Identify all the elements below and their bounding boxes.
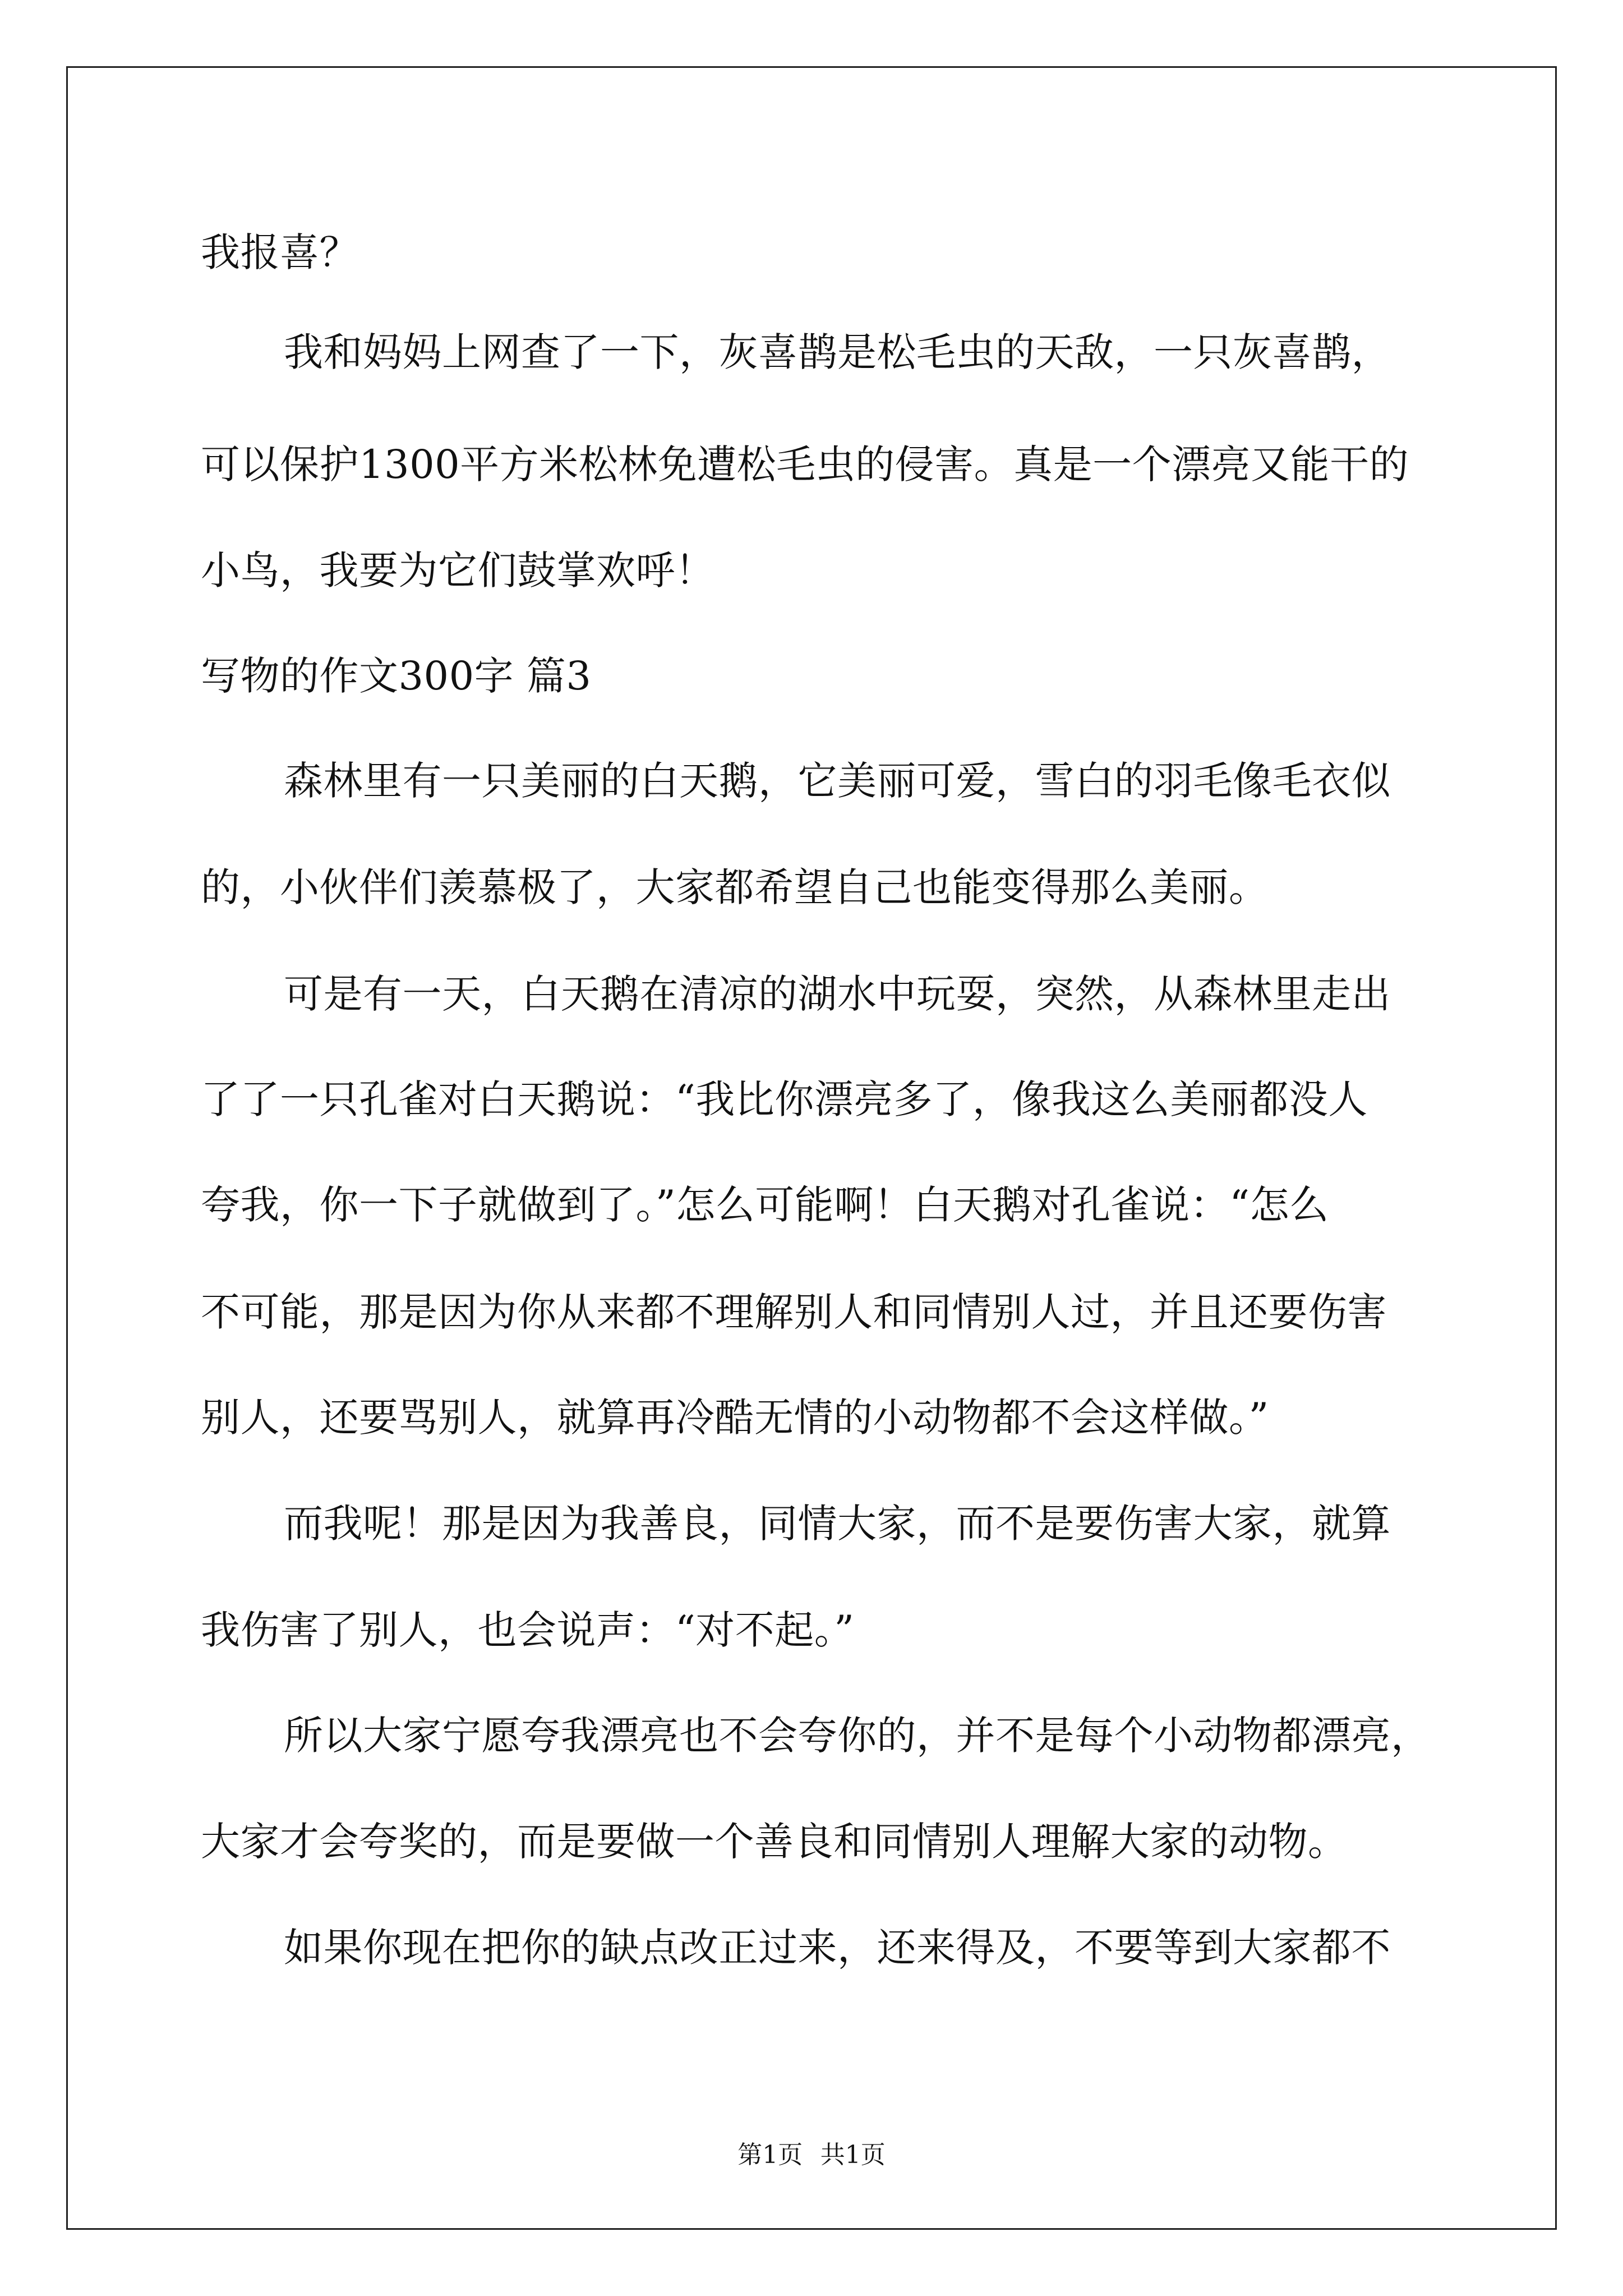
text-line: 可是有一天，白天鹅在清凉的湖水中玩耍，突然，从森林里走出: [284, 971, 1391, 1017]
text-line: 森林里有一只美丽的白天鹅，它美丽可爱，雪白的羽毛像毛衣似: [284, 758, 1391, 804]
page-footer: [0, 2141, 1623, 2170]
page-number: 第1页: [737, 2141, 803, 2169]
text-line: 我伤害了别人，也会说声：“对不起。”: [201, 1607, 855, 1653]
text-line: 可以保护1300平方米松林免遭松毛虫的侵害。真是一个漂亮又能干的: [201, 441, 1409, 487]
page-total: 共1页: [820, 2141, 886, 2169]
text-line: 我和妈妈上网查了一下，灰喜鹊是松毛虫的天敌，一只灰喜鹊，: [284, 329, 1391, 375]
section-heading: 写物的作文300字 篇3: [201, 653, 592, 699]
text-line: 的，小伙伴们羡慕极了，大家都希望自己也能变得那么美丽。: [201, 864, 1269, 910]
text-line: 不可能，那是因为你从来都不理解别人和同情别人过，并且还要伤害: [201, 1289, 1387, 1335]
text-line: 而我呢！那是因为我善良，同情大家，而不是要伤害大家，就算: [284, 1501, 1391, 1547]
text-line: 所以大家宁愿夸我漂亮也不会夸你的，并不是每个小动物都漂亮，: [284, 1713, 1431, 1759]
text-line: 小鸟，我要为它们鼓掌欢呼！: [201, 547, 715, 593]
text-line: 了了一只孔雀对白天鹅说：“我比你漂亮多了，像我这么美丽都没人: [201, 1076, 1368, 1122]
page-border: [66, 66, 1557, 2230]
text-line: 大家才会夸奖的，而是要做一个善良和同情别人理解大家的动物。: [201, 1819, 1348, 1865]
text-line: 我报喜？: [201, 229, 359, 275]
text-line: 别人，还要骂别人，就算再冷酷无情的小动物都不会这样做。”: [201, 1395, 1269, 1441]
text-line: 如果你现在把你的缺点改正过来，还来得及，不要等到大家都不: [284, 1925, 1391, 1971]
text-line: 夸我，你一下子就做到了。”怎么可能啊！白天鹅对孔雀说：“怎么: [201, 1182, 1329, 1228]
